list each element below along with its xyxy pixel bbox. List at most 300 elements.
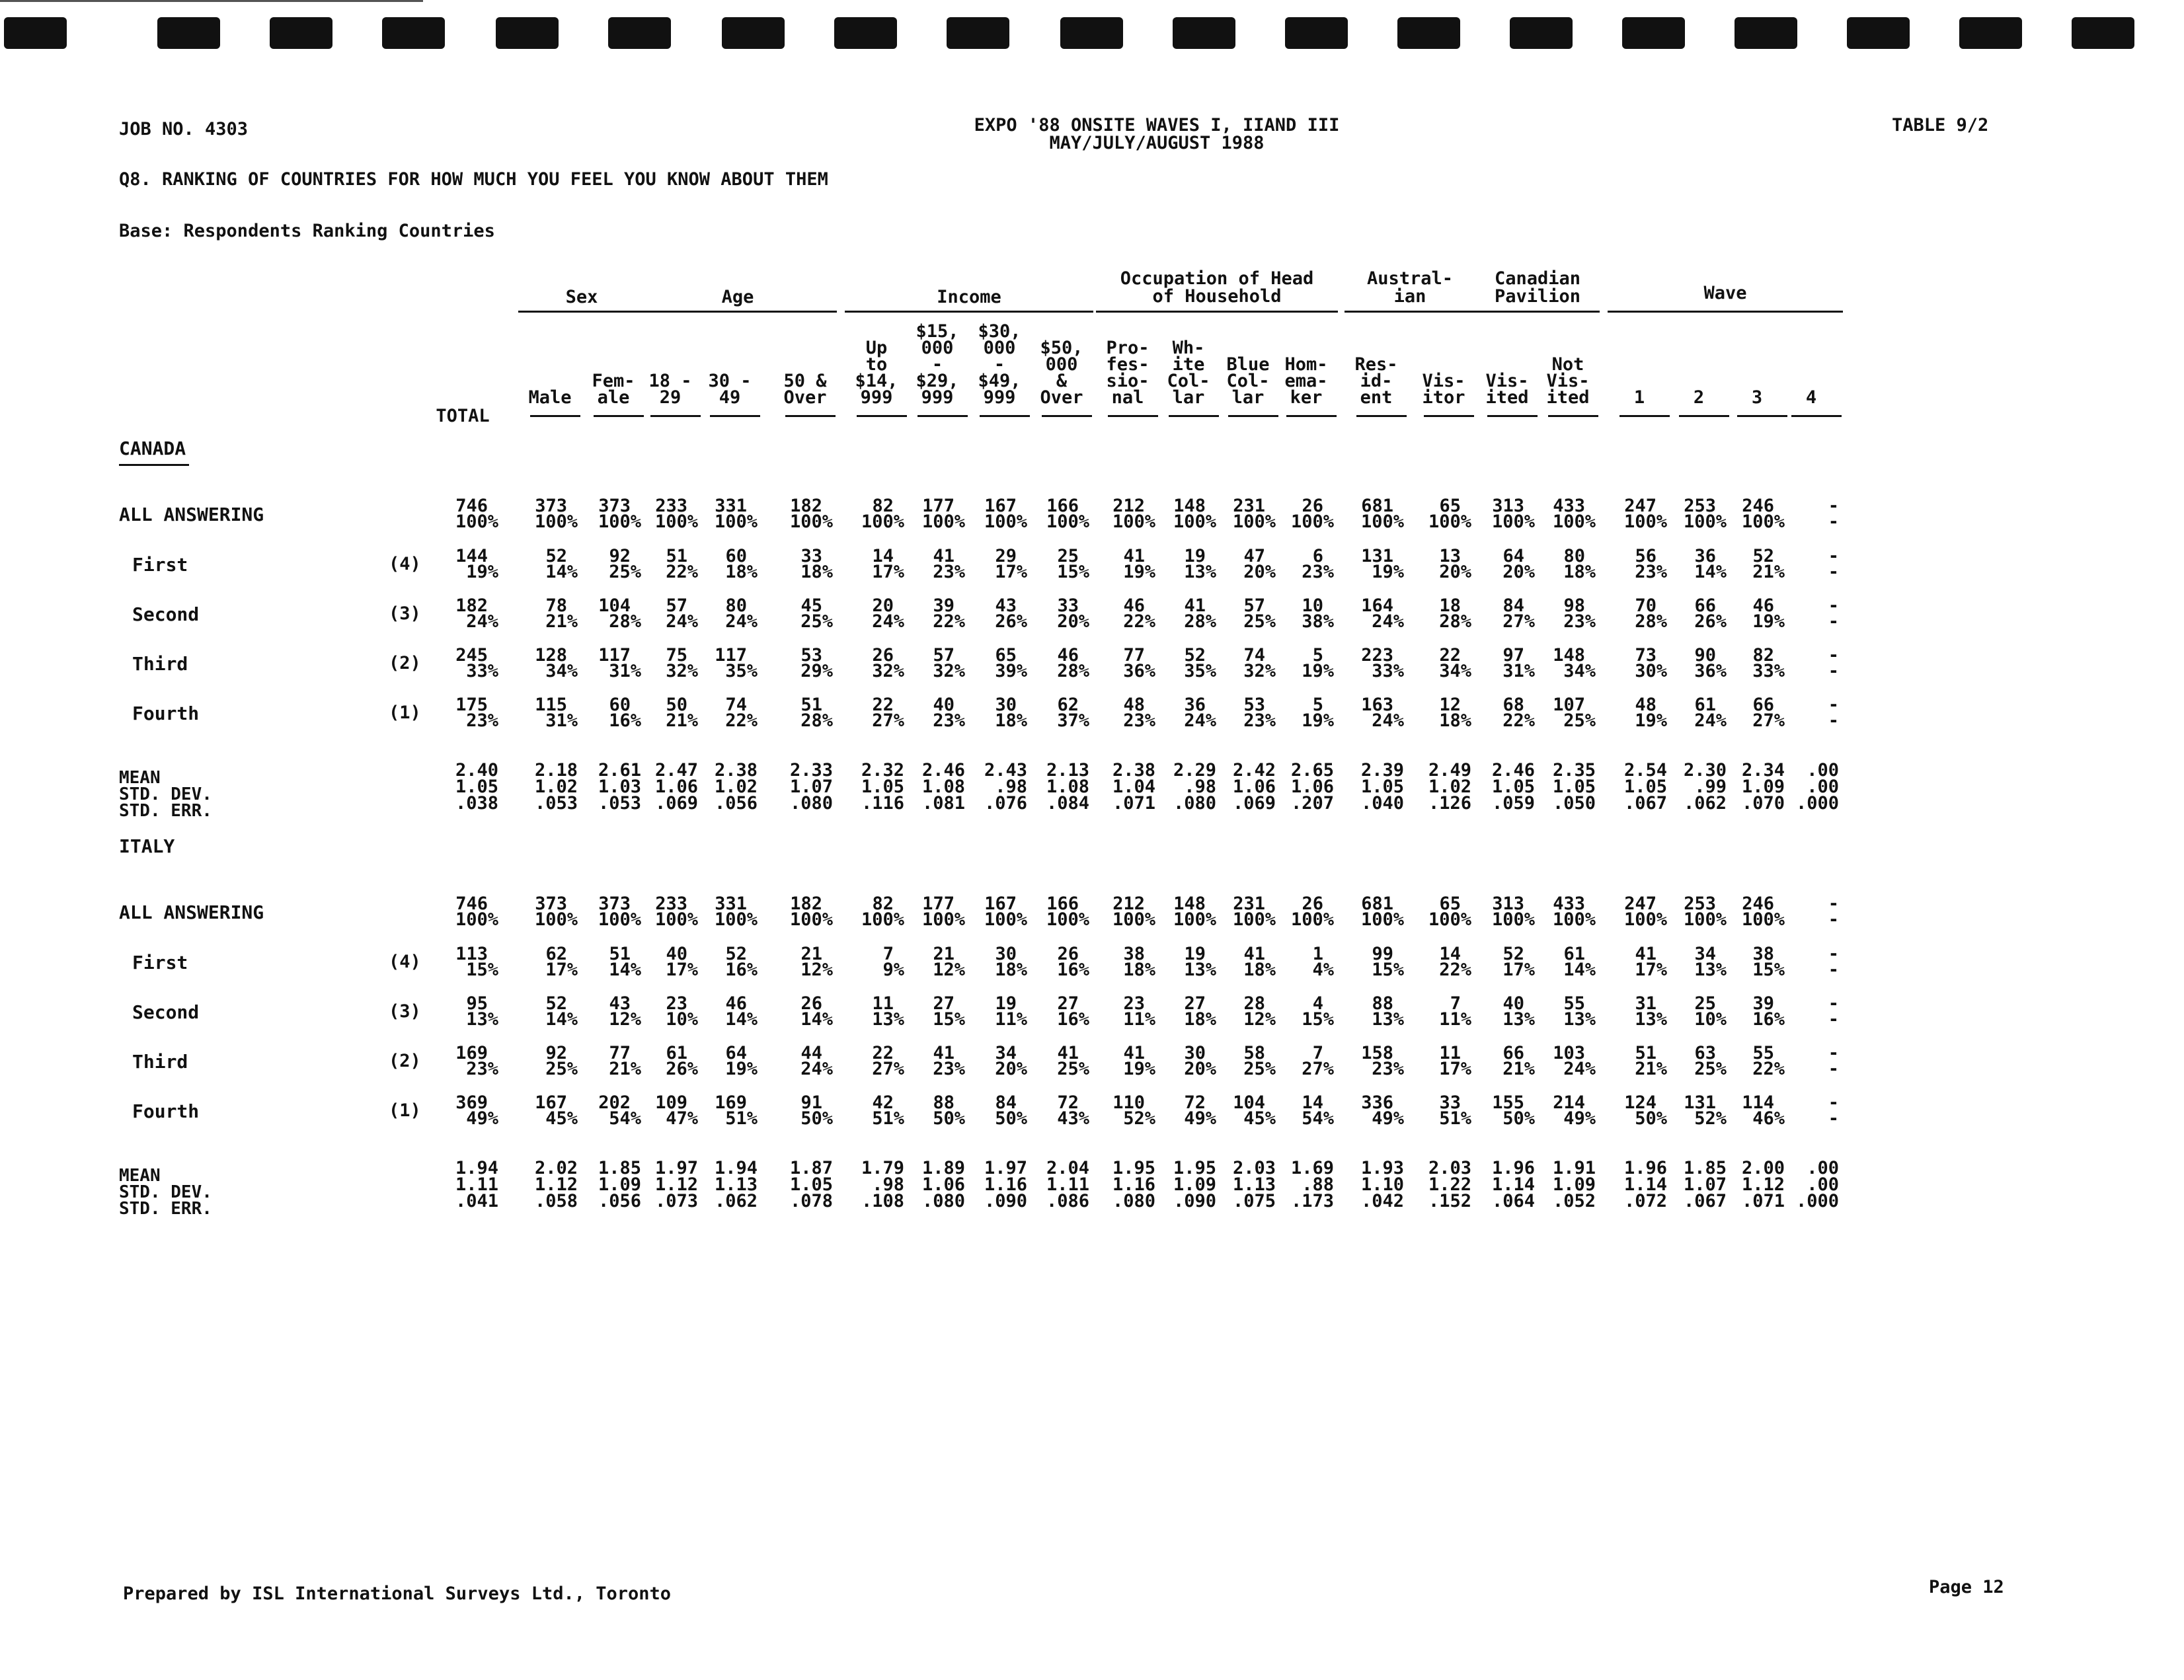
stat-value: 1.08 xyxy=(921,777,965,797)
cell-percent: 100% xyxy=(861,512,904,532)
stat-value: .080 xyxy=(921,1191,965,1211)
row-rank: (4) xyxy=(389,554,421,574)
cell-count: 167 xyxy=(984,496,1017,516)
cell-count: 99 xyxy=(1372,944,1393,964)
cell-percent: 26% xyxy=(1694,611,1727,632)
stat-value: 1.05 xyxy=(1623,777,1667,797)
punch-hole xyxy=(608,17,671,49)
cell-count: 253 xyxy=(1684,496,1716,516)
table-cell xyxy=(754,1092,833,1129)
table-cell xyxy=(754,498,833,530)
cell-count: 109 xyxy=(655,1092,687,1113)
row-rank: (3) xyxy=(389,1001,421,1022)
table-cell xyxy=(1516,697,1596,729)
cell-count: 21 xyxy=(933,944,955,964)
cell-count: 27 xyxy=(933,993,955,1014)
cell-count: 163 xyxy=(1361,695,1393,715)
cell-count: 72 xyxy=(1057,1092,1079,1113)
column-header: 4 xyxy=(1805,387,1817,408)
column-header-underline xyxy=(1737,415,1787,417)
column-group-header: Occupation of Head of Household xyxy=(1120,268,1314,307)
stat-value: .052 xyxy=(1552,1191,1596,1211)
stat-label: MEAN xyxy=(119,768,161,788)
cell-percent: 14% xyxy=(725,1009,758,1030)
cell-percent: 49% xyxy=(1563,1108,1596,1129)
punch-hole xyxy=(382,17,445,49)
stat-value: .00 xyxy=(1807,760,1839,781)
table-cell xyxy=(1516,595,1596,632)
cell-count: 46 xyxy=(725,993,747,1014)
cell-count: 42 xyxy=(872,1092,894,1113)
cell-count: 61 xyxy=(666,1043,687,1063)
table-cell xyxy=(419,896,498,928)
cell-percent: 19% xyxy=(1123,562,1155,582)
column-header-underline xyxy=(917,415,968,417)
cell-count: 681 xyxy=(1361,496,1393,516)
cell-percent: 18% xyxy=(1563,562,1596,582)
cell-count: 164 xyxy=(1361,595,1393,616)
cell-count: 247 xyxy=(1624,894,1657,914)
stat-value: 1.09 xyxy=(598,1174,641,1195)
stat-value: .069 xyxy=(654,793,698,814)
row-label: Fourth xyxy=(132,703,200,724)
cell-count: 41 xyxy=(1184,595,1206,616)
cell-count: 57 xyxy=(1243,595,1265,616)
cell-percent: 50% xyxy=(1635,1108,1667,1129)
cell-percent: 51% xyxy=(872,1108,904,1129)
cell-percent: 14% xyxy=(800,1009,833,1030)
cell-percent: 27% xyxy=(872,1059,904,1079)
row-label: ALL ANSWERING xyxy=(119,901,264,923)
column-header: Fem- ale xyxy=(592,371,635,408)
cell-count: - xyxy=(1828,645,1839,666)
cell-count: 48 xyxy=(1635,695,1657,715)
cell-count: 31 xyxy=(1635,993,1657,1014)
stat-value: 1.09 xyxy=(1173,1174,1216,1195)
punch-hole xyxy=(157,17,220,49)
cell-count: 167 xyxy=(535,1092,567,1113)
cell-percent: 100% xyxy=(921,909,965,930)
cell-count: 92 xyxy=(545,1043,567,1063)
punch-hole xyxy=(496,17,559,49)
cell-percent: 17% xyxy=(1439,1059,1471,1079)
row-label: Third xyxy=(132,1051,188,1073)
table-cell xyxy=(1760,1092,1839,1129)
cell-percent: - xyxy=(1828,909,1839,930)
cell-percent: 36% xyxy=(1123,661,1155,681)
cell-percent: 14% xyxy=(1563,960,1596,980)
stat-value: 1.95 xyxy=(1173,1158,1216,1178)
cell-percent: 33% xyxy=(466,661,498,681)
cell-count: 55 xyxy=(1563,993,1585,1014)
cell-count: - xyxy=(1828,595,1839,616)
cell-percent: 24% xyxy=(466,611,498,632)
cell-count: 98 xyxy=(1563,595,1585,616)
stat-value: 1.06 xyxy=(921,1174,965,1195)
punch-hole xyxy=(270,17,332,49)
cell-percent: 17% xyxy=(666,960,698,980)
cell-percent: 100% xyxy=(1290,909,1334,930)
table-cell xyxy=(1516,498,1596,530)
row-label: Third xyxy=(132,653,188,675)
stat-value: 2.04 xyxy=(1046,1158,1089,1178)
cell-percent: 17% xyxy=(1502,960,1535,980)
table-cell xyxy=(754,595,833,632)
cell-count: 46 xyxy=(1752,595,1774,616)
cell-count: 223 xyxy=(1361,645,1393,666)
stat-value: 1.12 xyxy=(534,1174,578,1195)
cell-count: 131 xyxy=(1684,1092,1716,1113)
column-header-underline xyxy=(650,415,701,417)
table-cell xyxy=(1516,645,1596,681)
cell-percent: 11% xyxy=(995,1009,1027,1030)
table-cell xyxy=(1516,896,1596,928)
cell-count: 45 xyxy=(800,595,822,616)
cell-count: 313 xyxy=(1492,496,1524,516)
column-header: Vis- itor xyxy=(1422,371,1465,408)
punch-hole xyxy=(722,17,785,49)
cell-count: 52 xyxy=(545,993,567,1014)
cell-percent: 21% xyxy=(1635,1059,1667,1079)
column-header-underline xyxy=(1286,415,1337,417)
stat-value: 2.34 xyxy=(1741,760,1785,781)
table-cell xyxy=(754,993,833,1030)
stat-value: .98 xyxy=(995,777,1027,797)
cell-percent: 28% xyxy=(800,710,833,731)
cell-count: 7 xyxy=(1312,1043,1323,1063)
cell-percent: 35% xyxy=(1184,661,1216,681)
cell-count: 233 xyxy=(655,496,687,516)
column-group-header: Income xyxy=(937,287,1001,307)
cell-count: 14 xyxy=(1302,1092,1323,1113)
cell-count: 246 xyxy=(1742,496,1774,516)
cell-count: 51 xyxy=(666,546,687,566)
cell-count: 41 xyxy=(1243,944,1265,964)
cell-percent: 31% xyxy=(545,710,578,731)
cell-percent: 25% xyxy=(1243,1059,1276,1079)
cell-count: 144 xyxy=(455,546,488,566)
stat-value: .059 xyxy=(1491,793,1535,814)
cell-count: 11 xyxy=(872,993,894,1014)
stat-value: .080 xyxy=(789,793,833,814)
cell-count: 62 xyxy=(545,944,567,964)
table-cell xyxy=(1255,595,1334,632)
cell-percent: 54% xyxy=(1302,1108,1334,1129)
cell-count: 22 xyxy=(872,695,894,715)
punch-hole xyxy=(1285,17,1348,49)
cell-count: 52 xyxy=(1502,944,1524,964)
column-header-underline xyxy=(1228,415,1278,417)
cell-percent: 100% xyxy=(1552,512,1596,532)
table-cell xyxy=(754,697,833,729)
stat-value: 1.97 xyxy=(984,1158,1027,1178)
cell-count: 38 xyxy=(1752,944,1774,964)
stat-value: .062 xyxy=(1683,793,1727,814)
stat-value: 1.07 xyxy=(1683,1174,1727,1195)
stat-value: .071 xyxy=(1112,793,1155,814)
cell-percent: 100% xyxy=(1428,512,1471,532)
cell-percent: 10% xyxy=(1694,1009,1727,1030)
page-number: Page 12 xyxy=(1929,1577,2004,1597)
stat-value: 1.97 xyxy=(654,1158,698,1178)
cell-percent: 11% xyxy=(1123,1009,1155,1030)
cell-percent: 20% xyxy=(1184,1059,1216,1079)
cell-percent: 12% xyxy=(800,960,833,980)
base-text: Base: Respondents Ranking Countries xyxy=(119,221,495,241)
cell-percent: 16% xyxy=(1057,960,1089,980)
stat-value: 1.09 xyxy=(1552,1174,1596,1195)
stat-value: 2.46 xyxy=(1491,760,1535,781)
cell-count: 34 xyxy=(995,1043,1017,1063)
stat-value: 1.16 xyxy=(1112,1174,1155,1195)
cell-count: 245 xyxy=(455,645,488,666)
stat-value: 2.65 xyxy=(1290,760,1334,781)
cell-count: 107 xyxy=(1553,695,1585,715)
column-header-underline xyxy=(980,415,1030,417)
column-header: $15, 000 - $29, 999 xyxy=(916,321,959,408)
column-header-underline xyxy=(1108,415,1158,417)
stat-value: 2.30 xyxy=(1683,760,1727,781)
cell-percent: 51% xyxy=(725,1108,758,1129)
column-header-underline xyxy=(1169,415,1219,417)
cell-percent: 24% xyxy=(725,611,758,632)
stat-value: 1.05 xyxy=(789,1174,833,1195)
cell-count: 114 xyxy=(1742,1092,1774,1113)
table-cell xyxy=(419,498,498,530)
cell-percent: 25% xyxy=(1694,1059,1727,1079)
cell-count: 41 xyxy=(1123,1043,1145,1063)
stat-value: 1.96 xyxy=(1623,1158,1667,1178)
cell-percent: 36% xyxy=(1694,661,1727,681)
cell-count: 66 xyxy=(1694,595,1716,616)
cell-count: 51 xyxy=(1635,1043,1657,1063)
cell-count: 52 xyxy=(1184,645,1206,666)
cell-count: 373 xyxy=(535,496,567,516)
cell-percent: 100% xyxy=(1741,909,1785,930)
cell-count: 66 xyxy=(1752,695,1774,715)
cell-count: 50 xyxy=(666,695,687,715)
cell-percent: 100% xyxy=(1491,512,1535,532)
cell-count: 124 xyxy=(1624,1092,1657,1113)
cell-percent: 100% xyxy=(1112,909,1155,930)
stat-value: 1.12 xyxy=(1741,1174,1785,1195)
cell-count: 90 xyxy=(1694,645,1716,666)
cell-percent: 31% xyxy=(609,661,641,681)
cell-count: 433 xyxy=(1553,894,1585,914)
cell-count: 373 xyxy=(535,894,567,914)
cell-percent: 19% xyxy=(725,1059,758,1079)
cell-percent: 26% xyxy=(666,1059,698,1079)
stat-value: .071 xyxy=(1741,1191,1785,1211)
cell-count: 43 xyxy=(609,993,631,1014)
cell-percent: 100% xyxy=(598,909,641,930)
stat-value: .038 xyxy=(455,793,498,814)
tractor-feed-holes xyxy=(0,17,2184,50)
table-cell xyxy=(1255,498,1334,530)
cell-count: 36 xyxy=(1184,695,1206,715)
cell-count: 681 xyxy=(1361,894,1393,914)
cell-count: 65 xyxy=(995,645,1017,666)
cell-count: - xyxy=(1828,894,1839,914)
stat-value: 2.61 xyxy=(598,760,641,781)
cell-percent: 19% xyxy=(1302,661,1334,681)
column-group-underline xyxy=(845,311,1093,313)
cell-percent: 22% xyxy=(1439,960,1471,980)
cell-percent: 23% xyxy=(933,710,965,731)
stat-value: .041 xyxy=(455,1191,498,1211)
cell-percent: 20% xyxy=(1502,562,1535,582)
table-cell xyxy=(754,546,833,582)
cell-percent: 23% xyxy=(1563,611,1596,632)
table-cell xyxy=(1516,546,1596,582)
row-rank: (1) xyxy=(389,1100,421,1121)
column-header: Hom- ema- ker xyxy=(1284,354,1328,408)
cell-count: 57 xyxy=(666,595,687,616)
cell-percent: 27% xyxy=(1502,611,1535,632)
cell-percent: 27% xyxy=(1302,1059,1334,1079)
cell-count: 82 xyxy=(872,894,894,914)
cell-percent: 100% xyxy=(1428,909,1471,930)
column-header-underline xyxy=(710,415,760,417)
column-header-underline xyxy=(1042,415,1092,417)
table-cell xyxy=(1760,546,1839,582)
row-rank: (1) xyxy=(389,703,421,723)
column-header: 2 xyxy=(1693,387,1705,408)
table-cell xyxy=(419,645,498,681)
cell-count: 97 xyxy=(1502,645,1524,666)
cell-percent: 9% xyxy=(882,960,904,980)
stat-value: .058 xyxy=(534,1191,578,1211)
stat-value: .173 xyxy=(1290,1191,1334,1211)
column-header: 18 - 29 xyxy=(648,371,692,408)
cell-count: 75 xyxy=(666,645,687,666)
cell-count: 155 xyxy=(1492,1092,1524,1113)
cell-count: 148 xyxy=(1173,894,1206,914)
punch-hole xyxy=(1397,17,1460,49)
table-cell xyxy=(1760,946,1839,978)
cell-percent: 10% xyxy=(666,1009,698,1030)
cell-percent: 100% xyxy=(1232,909,1276,930)
cell-percent: 18% xyxy=(1243,960,1276,980)
stat-value: 2.00 xyxy=(1741,1158,1785,1178)
cell-percent: 13% xyxy=(466,1009,498,1030)
cell-percent: 49% xyxy=(1372,1108,1404,1129)
cell-count: 28 xyxy=(1243,993,1265,1014)
cell-percent: 13% xyxy=(1184,562,1216,582)
cell-percent: 45% xyxy=(1243,1108,1276,1129)
cell-percent: 100% xyxy=(1112,512,1155,532)
stat-value: 1.16 xyxy=(984,1174,1027,1195)
stat-value: 1.09 xyxy=(1741,777,1785,797)
cell-percent: 100% xyxy=(984,909,1027,930)
cell-count: 22 xyxy=(1439,645,1461,666)
cell-percent: 24% xyxy=(800,1059,833,1079)
table-cell xyxy=(419,946,498,978)
stat-value: 1.87 xyxy=(789,1158,833,1178)
cell-percent: 19% xyxy=(1372,562,1404,582)
cell-percent: 32% xyxy=(872,661,904,681)
cell-percent: 23% xyxy=(1372,1059,1404,1079)
stat-value: 1.05 xyxy=(1360,777,1404,797)
cell-percent: 28% xyxy=(1057,661,1089,681)
cell-percent: 12% xyxy=(1243,1009,1276,1030)
cell-percent: 34% xyxy=(1563,661,1596,681)
cell-count: 231 xyxy=(1233,496,1265,516)
cell-count: 746 xyxy=(455,496,488,516)
cell-percent: 39% xyxy=(995,661,1027,681)
cell-count: 74 xyxy=(1243,645,1265,666)
cell-percent: 22% xyxy=(933,611,965,632)
cell-count: 14 xyxy=(1439,944,1461,964)
cell-percent: 16% xyxy=(725,960,758,980)
cell-count: 202 xyxy=(598,1092,631,1113)
punch-hole xyxy=(4,17,67,49)
cell-percent: 14% xyxy=(1694,562,1727,582)
cell-percent: 27% xyxy=(1752,710,1785,731)
stat-value: 1.12 xyxy=(654,1174,698,1195)
stat-value: .080 xyxy=(1173,793,1216,814)
stat-value: .000 xyxy=(1795,793,1839,814)
punch-hole xyxy=(1622,17,1685,49)
cell-count: 34 xyxy=(1694,944,1716,964)
cell-percent: 13% xyxy=(1372,1009,1404,1030)
table-cell xyxy=(1255,1043,1334,1079)
cell-percent: 21% xyxy=(609,1059,641,1079)
column-header: Male xyxy=(528,387,572,408)
stat-label: STD. ERR. xyxy=(119,801,212,821)
cell-percent: 100% xyxy=(598,512,641,532)
cell-count: 26 xyxy=(872,645,894,666)
cell-percent: 22% xyxy=(1123,611,1155,632)
cell-count: 78 xyxy=(545,595,567,616)
cell-count: 91 xyxy=(800,1092,822,1113)
stat-value: 1.91 xyxy=(1552,1158,1596,1178)
cell-percent: - xyxy=(1828,1009,1839,1030)
cell-percent: 37% xyxy=(1057,710,1089,731)
cell-percent: 18% xyxy=(1123,960,1155,980)
cell-percent: 100% xyxy=(1552,909,1596,930)
cell-count: 62 xyxy=(1057,695,1079,715)
table-cell xyxy=(1255,645,1334,681)
row-label: Fourth xyxy=(132,1100,200,1122)
stat-value: .98 xyxy=(1184,777,1216,797)
punch-hole xyxy=(1847,17,1910,49)
table-cell xyxy=(1760,1043,1839,1079)
cell-count: 65 xyxy=(1439,496,1461,516)
stat-value: 2.29 xyxy=(1173,760,1216,781)
stat-value: 2.02 xyxy=(534,1158,578,1178)
column-header-underline xyxy=(1619,415,1670,417)
stat-value: 2.47 xyxy=(654,760,698,781)
cell-count: 51 xyxy=(800,695,822,715)
cell-count: 20 xyxy=(872,595,894,616)
cell-count: 369 xyxy=(455,1092,488,1113)
stat-value: 2.38 xyxy=(1112,760,1155,781)
cell-count: 80 xyxy=(725,595,747,616)
cell-count: 27 xyxy=(1184,993,1206,1014)
cell-count: 77 xyxy=(609,1043,631,1063)
column-group-underline xyxy=(1608,311,1843,313)
stat-value: 1.22 xyxy=(1428,1174,1471,1195)
cell-count: 23 xyxy=(1123,993,1145,1014)
cell-percent: 100% xyxy=(1623,512,1667,532)
cell-count: 6 xyxy=(1312,546,1323,566)
cell-percent: 24% xyxy=(666,611,698,632)
stat-value: 2.42 xyxy=(1232,760,1276,781)
cell-count: 64 xyxy=(1502,546,1524,566)
cell-percent: 100% xyxy=(1360,909,1404,930)
cell-count: 4 xyxy=(1312,993,1323,1014)
